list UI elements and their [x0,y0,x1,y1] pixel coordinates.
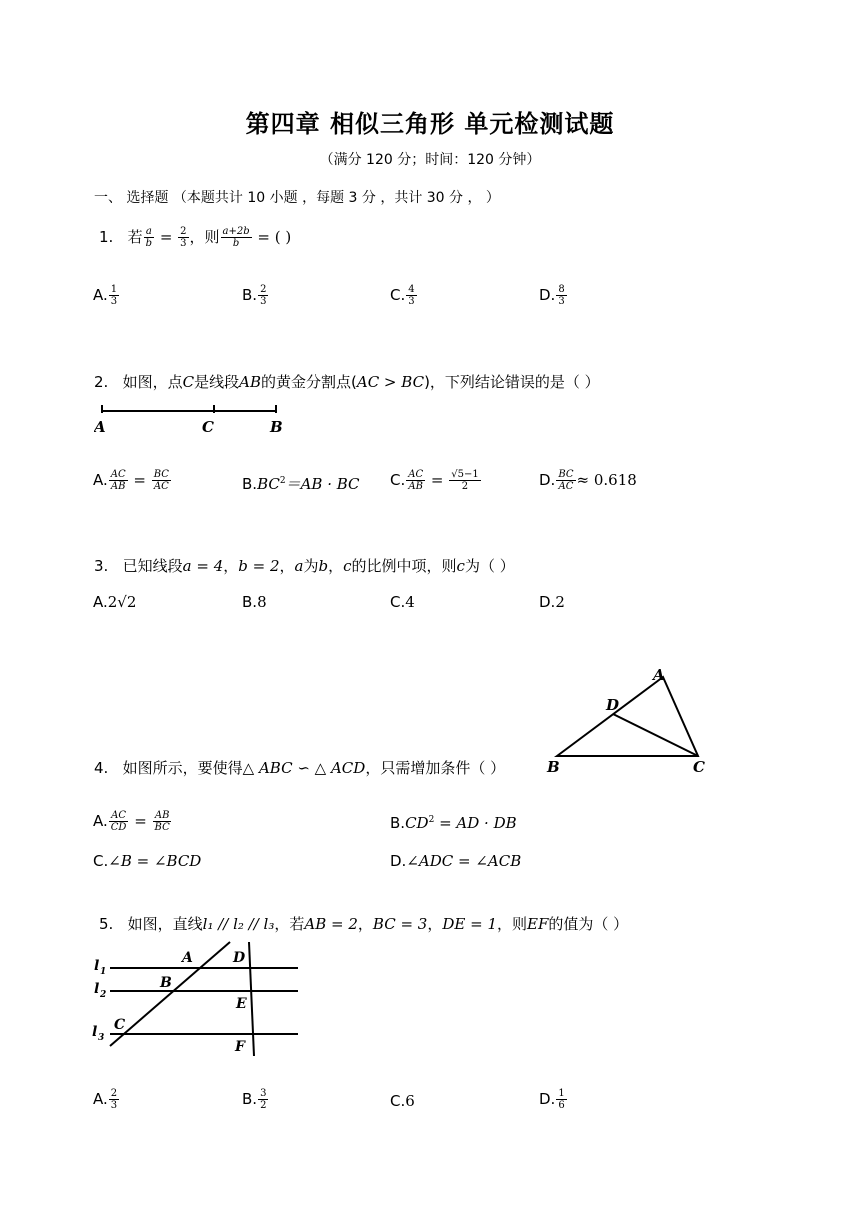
option-c[interactable]: C. $\frac{4}{3}$ [390,284,415,307]
option-b[interactable]: $B.BC^2=AB$ · BC [242,475,360,493]
option-c[interactable]: C. $\frac{AC}{AB}$ = $\frac{√5-1}{2}$ [390,469,479,492]
svg-text:2: 2 [100,990,107,1000]
option-a[interactable]: A.2√2 [93,593,137,611]
label-c: C [693,758,705,776]
option-b[interactable]: B. $\frac{2}{3}$ [242,284,267,307]
option-c[interactable]: C.6 [390,1092,415,1110]
option-c[interactable]: C.4 [390,593,415,611]
option-b[interactable]: B.8 [242,593,267,611]
question-5: 5. 如图，直线l₁ // l₂ // l₃，若AB = 2，BC = 3，DE = 1，则EF的值为（ ） [99,915,629,933]
option-a[interactable]: A. $\frac{1}{3}$ [93,284,118,307]
svg-text:1: 1 [100,967,107,977]
option-a[interactable]: A. $\frac{2}{3}$ [93,1088,118,1111]
option-a[interactable]: A. $\frac{AC}{CD}$ = $\frac{AB}{BC}$ [93,810,170,833]
question-1: 1. 若 $\frac{a}{b}$ = $\frac{2}{3}$ ，则 $\frac{a+2b}{b}$ = ( ) [99,226,292,249]
page-subtitle: （满分 120 分；时间：120 分钟） [319,152,541,168]
option-d[interactable]: D. $\frac{BC}{AC}$ ≈ 0.618 [539,469,637,492]
option-d[interactable]: D. $\frac{1}{6}$ [539,1088,565,1111]
label-b: B [270,418,283,436]
triangle-figure [545,664,715,776]
option-b[interactable]: $B.CD^2$ = AD · DB [390,814,517,832]
svg-text:l: l [94,958,100,974]
option-a[interactable]: A. $\frac{AC}{AB}$ = $\frac{BC}{AC}$ [93,469,169,492]
fraction: $\frac{2}{3}$ [180,226,187,249]
option-b[interactable]: B. $\frac{3}{2}$ [242,1088,267,1111]
svg-text:3: 3 [98,1033,105,1043]
fraction: $\frac{a}{b}$ [145,226,153,249]
option-d[interactable]: D. $\frac{8}{3}$ [539,284,565,307]
question-3: 3. 已知线段a = 4，b = 2，a为b，c的比例中项，则c为（ ） [94,557,515,575]
segment-figure [94,400,294,436]
option-c[interactable]: C.∠B = ∠BCD [93,852,202,870]
fraction: $\frac{a+2b}{b}$ [222,226,250,249]
label-c: C [202,418,214,436]
label-d: D [233,950,246,966]
label-a: A [94,418,106,436]
page-title: 第四章 相似三角形 单元检测试题 [245,110,615,138]
label-a: A [653,666,665,684]
option-d[interactable]: D.2 [539,593,565,611]
svg-text:l: l [94,981,100,997]
label-b: B [160,975,172,991]
parallel-lines-figure [90,940,305,1062]
svg-text:l: l [92,1024,98,1040]
question-2: 2. 如图，点C是线段AB的黄金分割点(AC > BC)，下列结论错误的是（ ） [94,373,600,391]
option-d[interactable]: D.∠ADC = ∠ACB [390,852,522,870]
question-4: 4. 如图所示，要使得△ ABC ∽ △ ACD，只需增加条件（ ） [94,759,506,777]
label-e: E [236,996,247,1012]
label-a: A [182,950,193,966]
section-heading: 一、 选择题 （本题共计 10 小题 ，每题 3 分 ，共计 30 分 ， ） [94,190,500,206]
label-c: C [114,1017,126,1033]
label-f: F [235,1039,245,1055]
question-number: 1. [99,228,114,246]
label-d: D [606,696,620,714]
label-b: B [547,758,560,776]
